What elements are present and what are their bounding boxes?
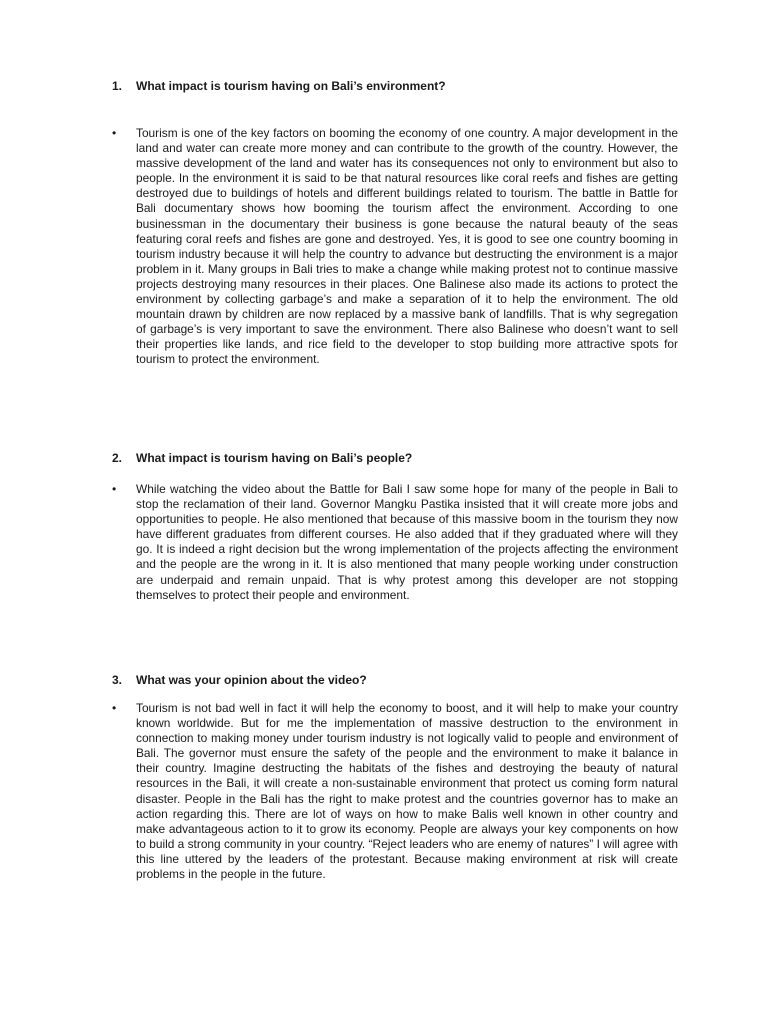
question-number: 3. xyxy=(112,673,123,687)
question-text: What impact is tourism having on Bali’s people? xyxy=(136,451,413,465)
answer-text: Tourism is one of the key factors on booming the economy of one country. A major development in the land and water can create more money and can contribute to the growth of the country. However, the massive development of the land and water has its consequences not only to environment but also to people. In the environment it is said to be that natural resources like coral reefs and fishes are getting destroyed due to buildings of hotels and different buildings related to tourism. The battle in Battle for Bali documentary shows how booming the tourism affect the environment. According to one businessman in the documentary their business is gone because the natural beauty of the seas featuring coral reefs and fishes are gone and destroyed. Yes, it is good to see one country booming in tourism industry because it will help the country to advance but destructing the environment is a major problem in it. Many groups in Bali tries to make a change while making protest not to continue massive projects destroying many resources in their places. One Balinese also made its actions to protect the environment by collecting garbage’s and make a separation of it to help the environment. The old mountain drawn by children are now replaced by a massive bank of landfills. That is why segregation of garbage’s is very important to save the environment. There also Balinese who doesn’t want to sell their properties like lands, and rice field to the developer to stop building more attractive spots for tourism to protect the environment. xyxy=(136,126,678,367)
bullet-icon: • xyxy=(112,126,117,140)
question-number: 2. xyxy=(112,451,123,465)
question-text: What was your opinion about the video? xyxy=(136,673,367,687)
bullet-icon: • xyxy=(112,701,117,715)
answer-text: While watching the video about the Battle for Bali I saw some hope for many of the people in Bali to stop the reclamation of their land. Governor Mangku Pastika insisted that it will create more jobs and opportunities to people. He also mentioned that because of this massive boom in the tourism they now have different graduates from different courses. He also added that if they graduated where will they go. It is indeed a right decision but the wrong implementation of the projects affecting the environment and the people are the wrong in it. It is also mentioned that many people working under construction are underpaid and remain unpaid. That is why protest among this developer are not stopping themselves to protect their people and environment. xyxy=(136,482,678,602)
answer-text: Tourism is not bad well in fact it will help the economy to boost, and it will help to make your country known worldwide. But for me the implementation of massive destruction to the environment in connection to making money under tourism industry is not logically valid to people and environment of Bali. The governor must ensure the safety of the people and the environment to make it balance in their country. Imagine destructing the habitats of the fishes and destroying the beauty of natural resources in the Bali, it will create a non-sustainable environment that protect us coming form natural disaster. People in the Bali has the right to make protest and the countries governor has to make an action regarding this. There are lot of ways on how to make Balis well known in other country and make advantageous action to it to grow its economy. People are always your key components on how to build a strong community in your country. “Reject leaders who are enemy of natures” I will agree with this line uttered by the leaders of the protestant. Because making environment at risk will create problems in the people in the future. xyxy=(136,701,678,882)
question-number: 1. xyxy=(112,79,123,93)
bullet-icon: • xyxy=(112,482,117,496)
question-text: What impact is tourism having on Bali’s environment? xyxy=(136,79,446,93)
